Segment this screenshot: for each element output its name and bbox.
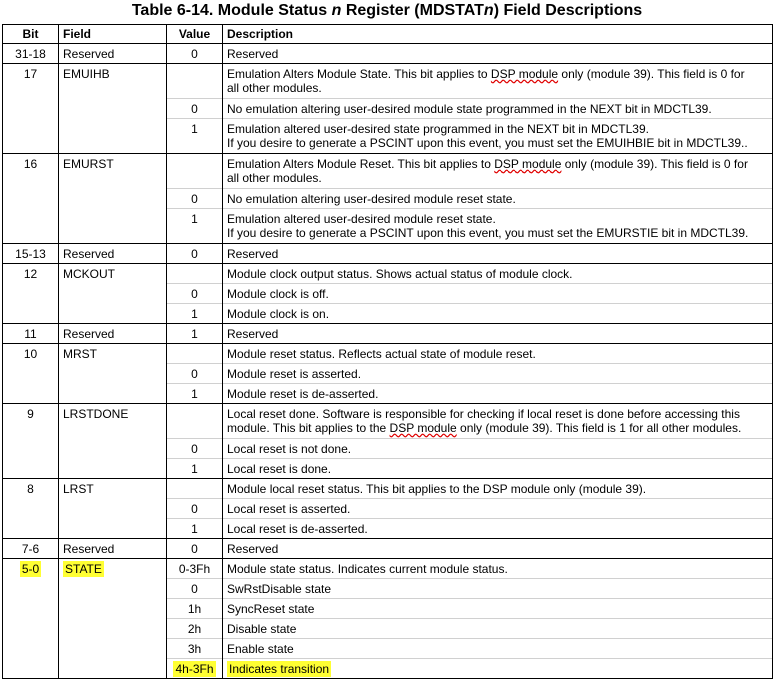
description-cell: Emulation Alters Module Reset. This bit applies to DSP module only (module 39). This field is 0 for all other modules. <box>223 154 773 189</box>
bit-cell: 8 <box>3 479 59 499</box>
field-cell: EMUIHB <box>59 64 167 99</box>
description-cell: Module clock is off. <box>223 284 773 304</box>
table-row <box>3 264 773 284</box>
bit-cell: 15-13 <box>3 244 59 264</box>
table-row <box>3 284 773 304</box>
description-cell: Reserved <box>223 44 773 64</box>
header-description: Description <box>223 25 773 44</box>
value-cell: 1 <box>167 119 223 154</box>
bit-cell: 11 <box>3 324 59 344</box>
field-cell: EMURST <box>59 154 167 189</box>
table-row <box>3 344 773 364</box>
table-row <box>3 439 773 459</box>
highlight-mark: 5-0 <box>21 562 40 576</box>
header-field: Field <box>59 25 167 44</box>
description-cell: SyncReset state <box>223 599 773 619</box>
value-cell: 1 <box>167 519 223 539</box>
table-header-row <box>3 25 773 44</box>
value-cell: 1h <box>167 599 223 619</box>
value-cell: 1 <box>167 324 223 344</box>
description-cell: Module reset is asserted. <box>223 364 773 384</box>
value-cell: 1 <box>167 209 223 244</box>
value-cell: 0-3Fh <box>167 559 223 579</box>
field-cell: LRST <box>59 479 167 499</box>
value-cell: 2h <box>167 619 223 639</box>
description-cell: No emulation altering user-desired module state programmed in the NEXT bit in MDCTL39. <box>223 99 773 119</box>
description-cell: Local reset is de-asserted. <box>223 519 773 539</box>
table-row <box>3 619 773 639</box>
value-cell: 3h <box>167 639 223 659</box>
value-cell: 0 <box>167 99 223 119</box>
table-row <box>3 384 773 404</box>
value-cell <box>167 479 223 499</box>
description-cell: Module local reset status. This bit applies to the DSP module only (module 39). <box>223 479 773 499</box>
value-cell: 0 <box>167 244 223 264</box>
table-row <box>3 659 773 679</box>
field-cell: Reserved <box>59 539 167 559</box>
field-cell: Reserved <box>59 44 167 64</box>
value-cell <box>167 344 223 364</box>
table-row <box>3 539 773 559</box>
description-cell: SwRstDisable state <box>223 579 773 599</box>
highlight-mark: STATE <box>65 562 102 576</box>
value-cell: 0 <box>167 499 223 519</box>
field-cell: LRSTDONE <box>59 404 167 439</box>
value-cell <box>167 64 223 99</box>
table-row <box>3 459 773 479</box>
table-row <box>3 519 773 539</box>
table-row <box>3 189 773 209</box>
value-cell: 0 <box>167 579 223 599</box>
table-row <box>3 599 773 619</box>
description-cell: Emulation altered user-desired module reset state. If you desire to generate a PSCINT upon this event, you must set the EMURSTIE bit in MDCTL39. <box>223 209 773 244</box>
table-row <box>3 364 773 384</box>
field-cell: MRST <box>59 344 167 364</box>
table-row <box>3 99 773 119</box>
description-cell: Local reset done. Software is responsible for checking if local reset is done before accessing this module. This bit applies to the DSP module only (module 39). This field is 1 for all other modules. <box>223 404 773 439</box>
description-cell: Module reset is de-asserted. <box>223 384 773 404</box>
value-cell: 0 <box>167 539 223 559</box>
description-cell: Disable state <box>223 619 773 639</box>
bit-cell: 7-6 <box>3 539 59 559</box>
table-row <box>3 579 773 599</box>
table-row <box>3 209 773 244</box>
bit-cell <box>3 559 59 579</box>
table-row <box>3 324 773 344</box>
value-cell: 1 <box>167 304 223 324</box>
bit-cell: 12 <box>3 264 59 284</box>
value-cell: 1 <box>167 459 223 479</box>
description-cell: Local reset is done. <box>223 459 773 479</box>
field-cell: MCKOUT <box>59 264 167 284</box>
description-cell: Module clock output status. Shows actual status of module clock. <box>223 264 773 284</box>
value-cell: 0 <box>167 189 223 209</box>
description-cell: Module state status. Indicates current module status. <box>223 559 773 579</box>
highlight-mark: 4h-3Fh <box>175 662 214 676</box>
value-cell <box>167 154 223 189</box>
value-cell: 0 <box>167 44 223 64</box>
value-cell <box>167 659 223 679</box>
table-row <box>3 404 773 439</box>
header-value: Value <box>167 25 223 44</box>
description-cell: No emulation altering user-desired module reset state. <box>223 189 773 209</box>
bit-cell: 16 <box>3 154 59 189</box>
description-cell: Reserved <box>223 324 773 344</box>
table-row <box>3 154 773 189</box>
table-row <box>3 639 773 659</box>
value-cell: 0 <box>167 284 223 304</box>
bit-cell: 10 <box>3 344 59 364</box>
description-cell: Reserved <box>223 244 773 264</box>
table-row <box>3 244 773 264</box>
table-row <box>3 559 773 579</box>
table-row <box>3 479 773 499</box>
description-cell: Reserved <box>223 539 773 559</box>
bit-cell: 31-18 <box>3 44 59 64</box>
field-cell <box>59 559 167 579</box>
table-row <box>3 64 773 99</box>
value-cell <box>167 404 223 439</box>
value-cell: 1 <box>167 384 223 404</box>
highlight-mark: Indicates transition <box>229 662 330 676</box>
table-row <box>3 499 773 519</box>
value-cell <box>167 264 223 284</box>
bit-cell: 17 <box>3 64 59 99</box>
register-field-table <box>2 24 773 679</box>
bit-cell: 9 <box>3 404 59 439</box>
value-cell: 0 <box>167 439 223 459</box>
header-bit: Bit <box>3 25 59 44</box>
description-cell: Local reset is not done. <box>223 439 773 459</box>
table-row <box>3 304 773 324</box>
table-row <box>3 119 773 154</box>
description-cell <box>223 659 773 679</box>
value-cell: 0 <box>167 364 223 384</box>
description-cell: Emulation Alters Module State. This bit applies to DSP module only (module 39). This field is 0 for all other modules. <box>223 64 773 99</box>
description-cell: Module clock is on. <box>223 304 773 324</box>
table-title: Table 6-14. Module Status n Register (MDSTATn) Field Descriptions <box>131 2 643 19</box>
description-cell: Emulation altered user-desired state programmed in the NEXT bit in MDCTL39. If you desire to generate a PSCINT upon this event, you must set the EMUIHBIE bit in MDCTL39.. <box>223 119 773 154</box>
field-cell: Reserved <box>59 244 167 264</box>
description-cell: Enable state <box>223 639 773 659</box>
description-cell: Module reset status. Reflects actual state of module reset. <box>223 344 773 364</box>
description-cell: Local reset is asserted. <box>223 499 773 519</box>
field-cell: Reserved <box>59 324 167 344</box>
table-row <box>3 44 773 64</box>
